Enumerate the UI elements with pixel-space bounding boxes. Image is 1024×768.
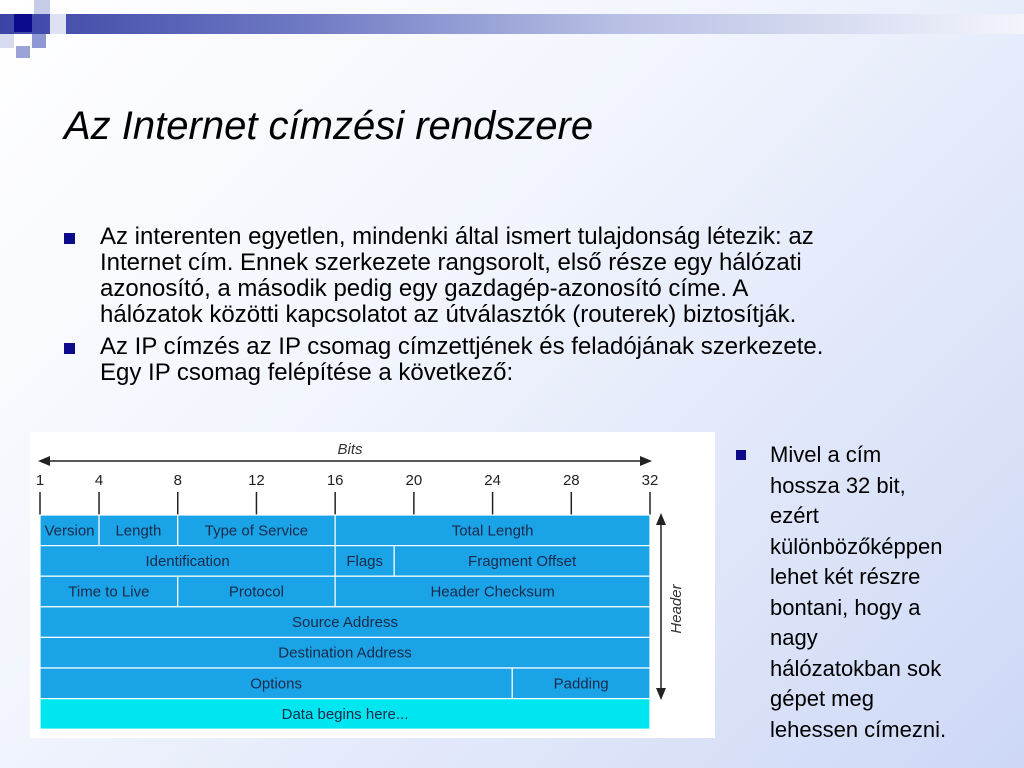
bullet-line: Az interenten egyetlen, mindenki által ismert tulajdonság létezik: az	[100, 223, 814, 250]
bullet-line: Egy IP csomag felépítése a következő:	[100, 359, 514, 386]
flags-field-label: Flags	[346, 552, 384, 570]
time-to-live-field-label: Time to Live	[68, 583, 150, 601]
bit-tick-label: 28	[562, 472, 580, 489]
bit-tick-label: 32	[641, 472, 659, 489]
ip-packet-diagram	[30, 432, 715, 738]
version-field-label: Version	[44, 522, 95, 540]
bit-tick-label: 16	[326, 472, 344, 489]
decor-square-light	[34, 0, 50, 14]
bit-tick-label: 12	[248, 472, 265, 489]
decor-square-mid	[16, 46, 30, 58]
side-bullet-item	[736, 440, 1006, 745]
options-field-label: Options	[250, 675, 302, 693]
square-bullet-icon	[736, 450, 746, 460]
data-field-label: Data begins here...	[281, 705, 409, 723]
protocol-field-label: Protocol	[228, 583, 284, 601]
top-decorative-bar	[0, 14, 1024, 34]
bit-tick-label: 24	[484, 472, 501, 489]
side-line: ezért	[770, 503, 819, 528]
side-line: lehet két részre	[770, 564, 921, 589]
side-line: hálózatokban sok	[770, 655, 942, 681]
bit-tick-label: 4	[94, 472, 104, 489]
decor-square-mid	[32, 34, 46, 48]
square-bullet-icon	[64, 233, 75, 244]
side-line: nagy	[770, 625, 818, 650]
type-of-service-field-label: Type of Service	[204, 522, 309, 540]
bit-tick-label: 8	[173, 472, 182, 489]
bullet-line: Az IP címzés az IP csomag címzettjének és feladójának szerkezete.	[100, 333, 824, 360]
ip-header-svg	[30, 432, 715, 738]
identification-field-label: Identification	[145, 552, 230, 570]
square-bullet-icon	[64, 343, 75, 354]
slide-title: Az Internet címzési rendszere	[64, 104, 594, 148]
destination-address-field-label: Destination Address	[278, 644, 412, 662]
side-line: bontani, hogy a	[770, 594, 921, 620]
bullet-item	[62, 334, 992, 386]
side-bullet-list	[736, 440, 1006, 745]
side-line: Mivel a cím	[770, 442, 882, 467]
header-label: Header	[668, 584, 685, 634]
source-address-field-label: Source Address	[292, 614, 398, 632]
side-line: hossza 32 bit,	[770, 472, 906, 498]
side-line: lehessen címezni.	[770, 716, 947, 742]
side-line: gépet meg	[770, 686, 874, 711]
fragment-offset-field-label: Fragment Offset	[468, 552, 577, 570]
padding-field-label: Padding	[553, 675, 609, 693]
decor-square-light	[50, 14, 66, 34]
bit-tick-label: 20	[405, 472, 423, 489]
bit-tick-label: 1	[35, 472, 45, 489]
bullet-line: azonosító, a második pedig egy gazdagép-azonosító címe. A	[100, 275, 749, 302]
decor-square-light	[0, 34, 14, 48]
bits-label: Bits	[337, 441, 363, 458]
side-line: különbözőképpen	[770, 533, 943, 559]
header-checksum-field-label: Header Checksum	[430, 583, 555, 601]
length-field-label: Length	[115, 522, 162, 540]
bullet-item	[62, 224, 992, 328]
decor-square-dark	[14, 14, 32, 32]
total-length-field-label: Total Length	[451, 522, 534, 540]
bullet-line: hálózatok közötti kapcsolatot az útválasztók (routerek) biztosítják.	[100, 301, 797, 328]
bullet-line: Internet cím. Ennek szerkezete rangsorolt, első része egy hálózati	[100, 249, 802, 276]
main-bullet-list	[62, 224, 992, 392]
